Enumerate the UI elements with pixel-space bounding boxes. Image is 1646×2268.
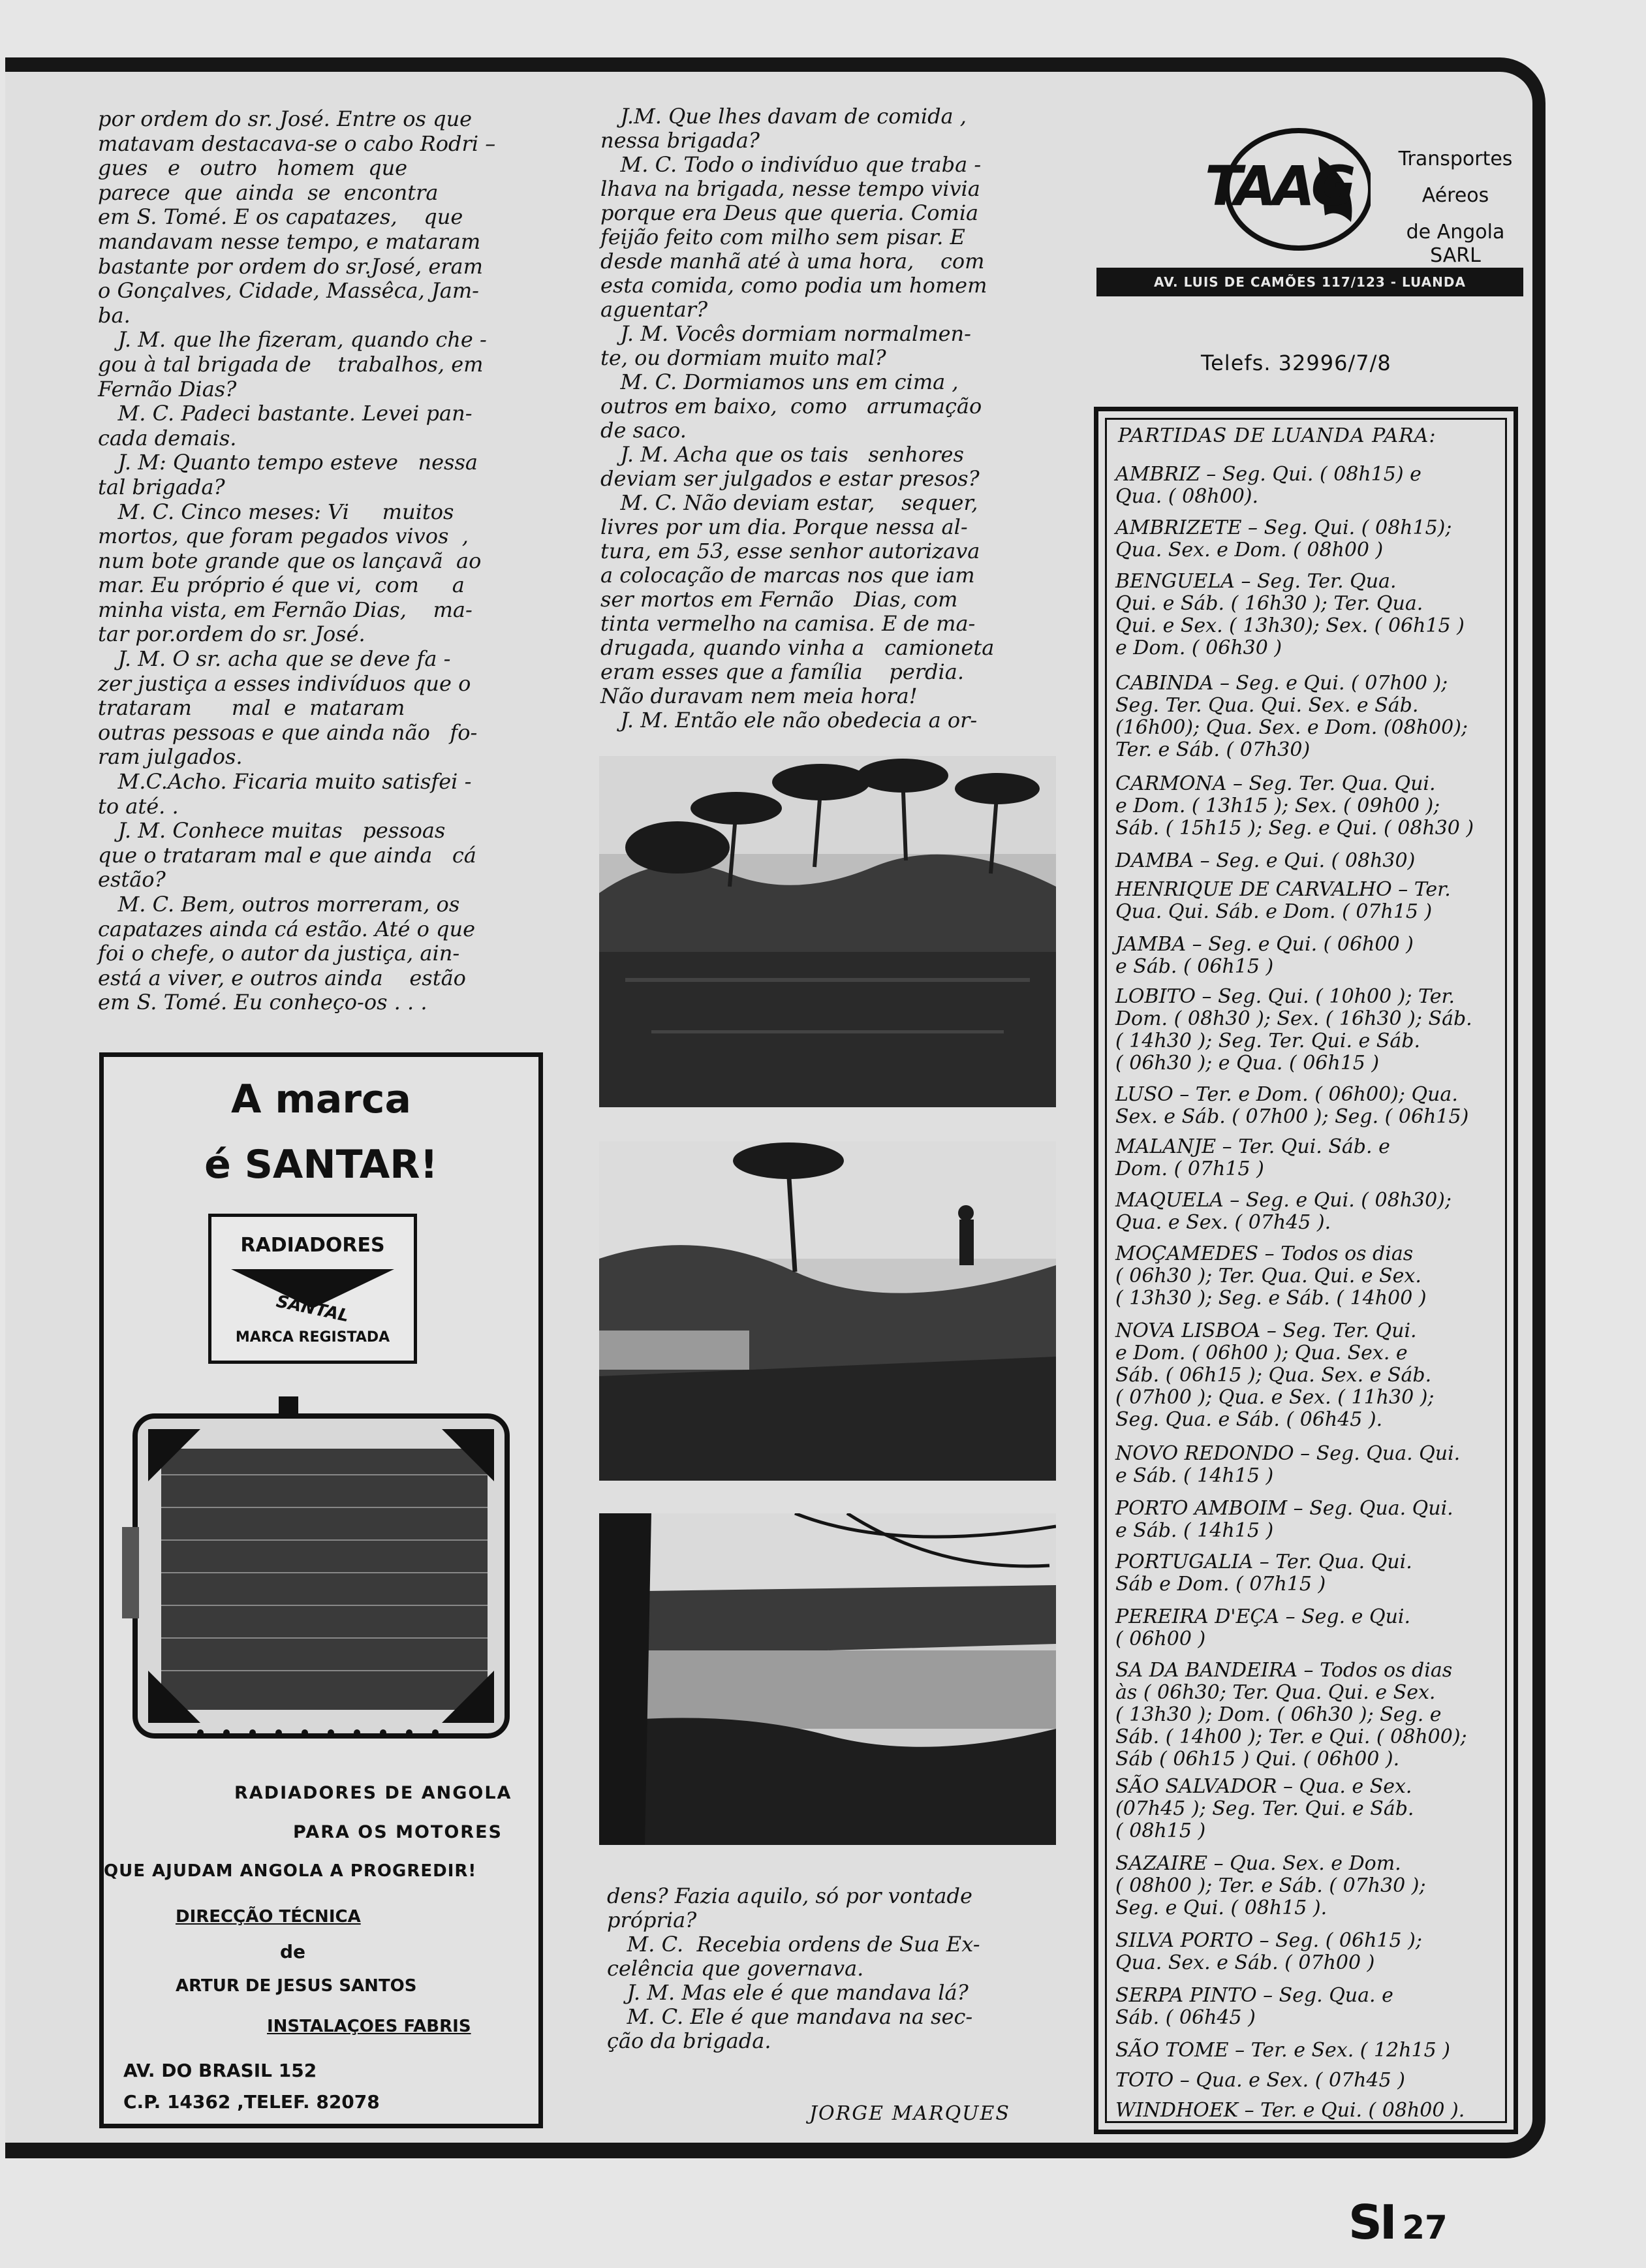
taag-logo-text: TAAG [1205, 154, 1352, 218]
ad-installations: INSTALAÇOES FABRIS [267, 2017, 471, 2036]
person-palm-image [599, 1141, 1056, 1481]
taag-name-line-2: Aéreos [1421, 184, 1489, 207]
ad-headline-1: A marca [231, 1077, 411, 1122]
ad-address-2: C.P. 14362 ,TELEF. 82078 [123, 2091, 380, 2113]
departure-entry: PORTO AMBOIM – Seg. Qua. Qui. e Sáb. ( 14h15 ) [1115, 1497, 1453, 1542]
departure-entry: NOVO REDONDO – Seg. Qua. Qui. e Sáb. ( 14h15 ) [1115, 1442, 1461, 1487]
taag-phones: Telefs. 32996/7/8 [1201, 351, 1391, 375]
departure-entry: SÃO SALVADOR – Qua. e Sex. (07h45 ); Seg. Ter. Qui. e Sáb. ( 08h15 ) [1115, 1775, 1414, 1842]
departure-entry: CABINDA – Seg. e Qui. ( 07h00 ); Seg. Ter. Qua. Qui. Sex. e Sáb. (16h00); Qua. Sex. e Dom. (08h00); Ter. e Sáb. ( 07h30) [1115, 672, 1468, 761]
ad-direction: DIRECÇÃO TÉCNICA [176, 1907, 361, 1927]
departure-entry: CARMONA – Seg. Ter. Qua. Qui. e Dom. ( 13h15 ); Sex. ( 09h00 ); Sáb. ( 15h15 ); Seg. e Qui. ( 08h30 ) [1115, 772, 1474, 840]
ad-headline-2: é SANTAR! [204, 1142, 438, 1188]
departure-entry: WINDHOEK – Ter. e Qui. ( 08h00 ). [1115, 2099, 1465, 2122]
photo-river [599, 1513, 1056, 1845]
santar-advertisement [99, 1052, 543, 2128]
taag-name-line-3: de Angola [1406, 221, 1505, 244]
magazine-mark: SI [1348, 2195, 1395, 2250]
departure-entry: HENRIQUE DE CARVALHO – Ter. Qua. Qui. Sáb. e Dom. ( 07h15 ) [1115, 878, 1451, 923]
departure-entry: DAMBA – Seg. e Qui. ( 08h30) [1115, 849, 1416, 872]
departure-entry: MALANJE – Ter. Qui. Sáb. e Dom. ( 07h15 ) [1115, 1135, 1390, 1180]
departure-entry: SERPA PINTO – Seg. Qua. e Sáb. ( 06h45 ) [1115, 1984, 1393, 2029]
taag-name-line-1: Transportes [1398, 148, 1513, 170]
taag-company-name [1390, 141, 1521, 274]
logo-mid-text: SANTAL [274, 1291, 351, 1327]
departure-entry: AMBRIZ – Seg. Qui. ( 08h15) e Qua. ( 08h00). [1115, 463, 1421, 508]
interview-column-2: J.M. Que lhes davam de comida , nessa brigada? M. C. Todo o indivíduo que traba - lhava na brigada, nesse tempo vivia porque era Deus que queria. Comia feijão feito com milho sem pisar. E desde manhã até à uma hora, com esta comida, como podia um homem aguentar? J. M. Vocês dormiam normalmen- te, ou dormiam muito mal? M. C. Dormiamos uns em cima , outros em baixo, como arrumação de saco. J. M. Acha que os tais senhores deviam ser julgados e estar presos? M. C. Não deviam estar, sequer, livres por um dia. Porque nessa al- tura, em 53, esse senhor autorizava a colocação de marcas nos que iam ser mortos em Fernão Dias, com tinta vermelho na camisa. E de ma- drugada, quando vinha a camioneta eram esses que a família perdia. Não duravam nem meia hora! J. M. Então ele não obedecia a or- [600, 104, 995, 732]
departures-box [1094, 407, 1518, 2134]
departure-entry: LOBITO – Seg. Qui. ( 10h00 ); Ter. Dom. ( 08h30 ); Sex. ( 16h30 ); Sáb. ( 14h30 ); Seg. Ter. Qui. e Sáb. ( 06h30 ); e Qua. ( 06h15 ) [1115, 985, 1472, 1075]
radiator-illustration [122, 1396, 527, 1762]
ad-slogan-3: QUE AJUDAM ANGOLA A PROGREDIR! [104, 1861, 477, 1881]
ad-de: de [280, 1941, 306, 1962]
ad-address-1: AV. DO BRASIL 152 [123, 2060, 317, 2081]
departure-entry: MOÇAMEDES – Todos os dias ( 06h30 ); Ter. Qua. Qui. e Sex. ( 13h30 ); Seg. e Sáb. ( 14h00 ) [1115, 1242, 1427, 1310]
ad-technician-name: ARTUR DE JESUS SANTOS [176, 1976, 417, 1996]
page-number: 27 [1402, 2209, 1448, 2246]
departure-entry: LUSO – Ter. e Dom. ( 06h00); Qua. Sex. e Sáb. ( 07h00 ); Seg. ( 06h15) [1115, 1083, 1469, 1128]
author-byline: JORGE MARQUES [809, 2102, 1010, 2125]
photo-person-palm [599, 1141, 1056, 1481]
page-footer [1348, 2195, 1448, 2250]
logo-top-text: RADIADORES [240, 1234, 385, 1257]
palm-field-image [599, 756, 1056, 1107]
river-image [599, 1513, 1056, 1845]
departure-entry: SÃO TOME – Ter. e Sex. ( 12h15 ) [1115, 2039, 1450, 2062]
photo-palm-field [599, 756, 1056, 1107]
departures-heading: PARTIDAS DE LUANDA PARA: [1118, 424, 1436, 447]
departure-entry: BENGUELA – Seg. Ter. Qua. Qui. e Sáb. ( 16h30 ); Ter. Qua. Qui. e Sex. ( 13h30); Sex. ( 06h15 ) e Dom. ( 06h30 ) [1115, 570, 1465, 659]
ad-slogan-2: PARA OS MOTORES [293, 1822, 503, 1842]
taag-address-bar: AV. LUIS DE CAMÕES 117/123 - LUANDA [1096, 268, 1523, 296]
departure-entry: MAQUELA – Seg. e Qui. ( 08h30); Qua. e Sex. ( 07h45 ). [1115, 1189, 1452, 1234]
departure-entry: TOTO – Qua. e Sex. ( 07h45 ) [1115, 2069, 1405, 2092]
taag-name-line-4: SARL [1430, 244, 1481, 267]
departure-entry: SILVA PORTO – Seg. ( 06h15 ); Qua. Sex. e Sáb. ( 07h00 ) [1115, 1929, 1422, 1974]
departure-entry: SA DA BANDEIRA – Todos os dias às ( 06h30; Ter. Qua. Qui. e Sex. ( 13h30 ); Dom. ( 06h30 ); Seg. e Sáb. ( 14h00 ); Ter. e Qui. ( 08h00); Sáb ( 06h15 ) Qui. ( 06h00 ). [1115, 1659, 1467, 1771]
logo-registered-text: MARCA REGISTADA [235, 1329, 390, 1346]
departure-entry: SAZAIRE – Qua. Sex. e Dom. ( 08h00 ); Ter. e Sáb. ( 07h30 ); Seg. e Qui. ( 08h15 ). [1115, 1852, 1426, 1919]
departure-entry: PORTUGALIA – Ter. Qua. Qui. Sáb e Dom. ( 07h15 ) [1115, 1551, 1412, 1596]
departure-entry: JAMBA – Seg. e Qui. ( 06h00 ) e Sáb. ( 06h15 ) [1115, 933, 1414, 978]
departure-entry: NOVA LISBOA – Seg. Ter. Qui. e Dom. ( 06h00 ); Qua. Sex. e Sáb. ( 06h15 ); Qua. Sex. e Sáb. ( 07h00 ); Qua. e Sex. ( 11h30 ); Seg. Qua. e Sáb. ( 06h45 ). [1115, 1319, 1435, 1431]
radiadores-logo [208, 1214, 417, 1364]
ad-slogan-1: RADIADORES DE ANGOLA [234, 1783, 512, 1803]
interview-column-1: por ordem do sr. José. Entre os que matavam destacava-se o cabo Rodri – gues e outro homem que parece que ainda se encontra em S. Tomé. E os capatazes, que mandavam nesse tempo, e mataram bastante por ordem do sr.José, eram o Gonçalves, Cidade, Massêca, Jam- ba. J. M. que lhe fizeram, quando che - gou à tal brigada de trabalhos, em Fernão Dias? M. C. Padeci bastante. Levei pan- cada demais. J. M: Quanto tempo esteve nessa tal brigada? M. C. Cinco meses: Vi muitos mortos, que foram pegados vivos , num bote grande que os lançavã ao mar. Eu próprio é que vi, com a minha vista, em Fernão Dias, ma- tar por.ordem do sr. José. J. M. O sr. acha que se deve fa - zer justiça a esses indivíduos que o trataram mal e mataram outras pessoas e que ainda não fo- ram julgados. M.C.Acho. Ficaria muito satisfei - to até. . J. M. Conhece muitas pessoas que o trataram mal e que ainda cá estão? M. C. Bem, outros morreram, os capatazes ainda cá estão. Até o que foi o chefe, o autor da justiça, ain- está a viver, e outros ainda estão em S. Tomé. Eu conheço-os . . . [98, 106, 496, 1015]
departure-entry: AMBRIZETE – Seg. Qui. ( 08h15); Qua. Sex. e Dom. ( 08h00 ) [1115, 516, 1452, 561]
departure-entry: PEREIRA D'EÇA – Seg. e Qui. ( 06h00 ) [1115, 1605, 1411, 1650]
interview-column-2-continued: dens? Fazia aquilo, só por vontade própria? M. C. Recebia ordens de Sua Ex- celência que governava. J. M. Mas ele é que mandava lá? M. C. Ele é que mandava na sec- ção da brigada. [607, 1883, 980, 2053]
